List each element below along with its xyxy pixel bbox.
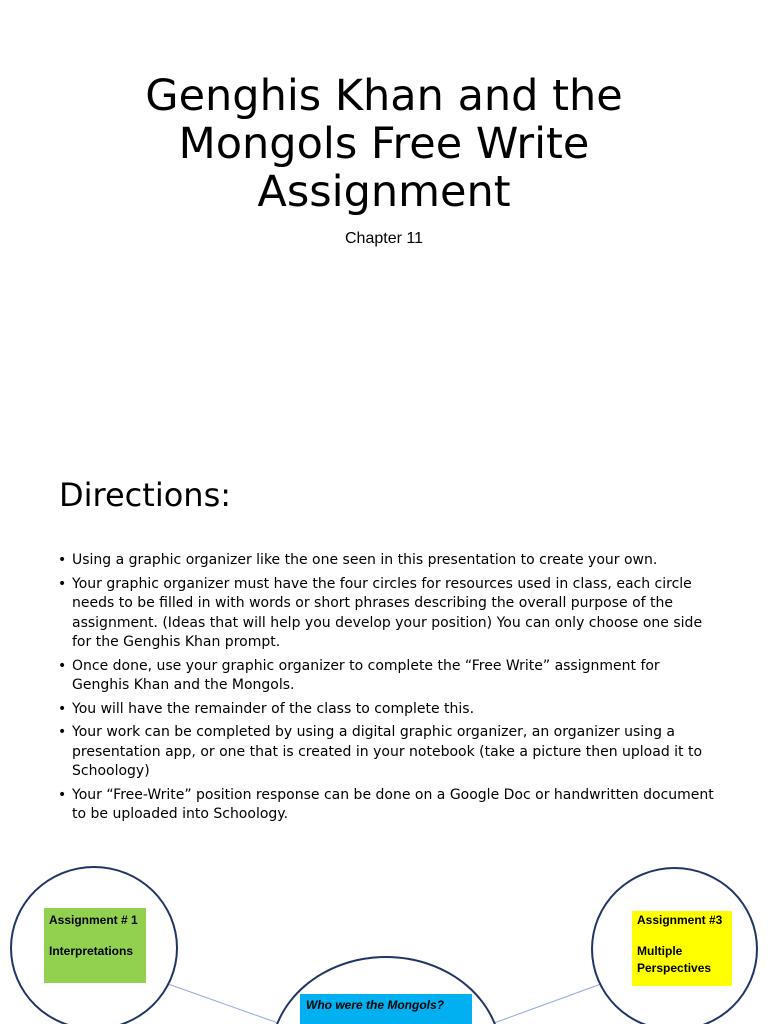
assignment-1-topic: Interpretations [49, 944, 134, 958]
list-item: • Using a graphic organizer like the one seen in this presentation to create your own. [58, 551, 718, 571]
assignment-3-topic-line2: Perspectives [637, 961, 712, 975]
title-line: Mongols Free Write [178, 119, 590, 169]
title-line: Assignment [257, 167, 511, 217]
central-question: Who were the Mongols? [306, 998, 444, 1012]
assignment-1-box [44, 908, 146, 983]
list-item: • Once done, use your graphic organizer to complete the “Free Write” assignment for Genghis Khan and the Mongols. [58, 657, 718, 696]
central-question-box [300, 994, 472, 1024]
subtitle: Chapter 11 [345, 230, 423, 247]
assignment-3-topic-line1: Multiple [637, 944, 683, 958]
connector-line-left [168, 984, 278, 1023]
graphic-organizer [0, 860, 768, 1024]
list-item: • Your work can be completed by using a digital graphic organizer, an organizer using a presentation app, or one that is created in your notebook (take a picture then upload it to Schoology) [58, 723, 718, 782]
directions-heading: Directions: [59, 476, 232, 514]
assignment-1-label: Assignment # 1 [49, 913, 138, 927]
directions-list [58, 551, 718, 829]
connector-line-right [494, 984, 601, 1023]
list-item: • You will have the remainder of the class to complete this. [58, 700, 718, 720]
assignment-3-label: Assignment #3 [637, 913, 723, 927]
list-item: • Your graphic organizer must have the four circles for resources used in class, each circle needs to be filled in with words or short phrases describing the overall purpose of the assignment. (Ideas that will help you develop your position) You can only choose one side for the Genghis Khan prompt. [58, 575, 718, 653]
assignment-3-box [632, 911, 732, 986]
list-item: • Your “Free-Write” position response can be done on a Google Doc or handwritten document to be uploaded into Schoology. [58, 786, 718, 825]
title-slide [0, 0, 768, 440]
presentation-title [84, 72, 684, 216]
title-line: Genghis Khan and the [145, 71, 623, 121]
